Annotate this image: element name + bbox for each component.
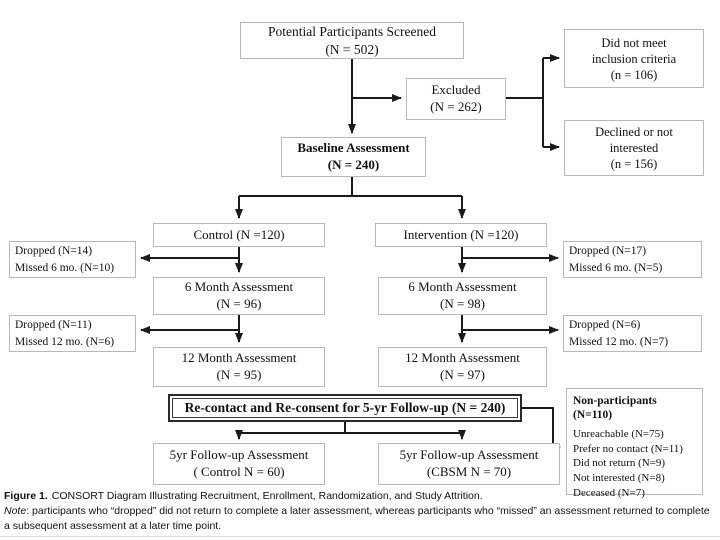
nonparticipants-item: Prefer no contact (N=11)	[573, 442, 683, 455]
box-baseline-assessment	[281, 137, 426, 177]
box-line: (N = 98)	[440, 296, 485, 311]
box-line: (N = 95)	[216, 367, 262, 382]
box-line: Dropped (N=17)	[569, 245, 647, 258]
box-line: interested	[609, 141, 659, 155]
box-line: 12 Month Assessment	[181, 350, 297, 366]
nonparticipants-heading	[573, 394, 657, 423]
box-control-arm	[153, 223, 325, 247]
box-intervention-arm	[375, 223, 547, 247]
box-line: Dropped (N=14)	[15, 245, 93, 258]
box-line: Re-contact and Re-consent for 5-yr Follow-up (N = 240)	[184, 400, 506, 416]
box-line: Dropped (N=6)	[569, 319, 641, 332]
caption-title-line	[4, 489, 716, 504]
bottom-divider	[0, 536, 720, 537]
box-line: 5yr Follow-up Assessment	[399, 447, 539, 463]
box-6-month-assessment-intervention	[378, 277, 547, 315]
box-dropped-intervention-12mo	[563, 315, 702, 352]
box-line: (N = 96)	[216, 296, 262, 311]
nonparticipants-item: Unreachable (N=75)	[573, 427, 664, 440]
box-line: 6 Month Assessment	[184, 279, 294, 295]
box-declined-not-interested	[564, 120, 704, 176]
note-text: : participants who “dropped” did not return to complete a later assessment, whereas participants who “missed” an assessment returned to complete a subsequent assessment at a later time point.	[4, 505, 710, 533]
box-5yr-followup-control	[153, 443, 325, 485]
nonparticipants-item: Not interested (N=8)	[573, 472, 665, 485]
caption-note-line	[4, 504, 716, 534]
box-line: Missed 12 mo. (N=6)	[15, 335, 115, 348]
box-line: 6 Month Assessment	[408, 279, 517, 295]
figure-title-text: CONSORT Diagram Illustrating Recruitment, Enrollment, Randomization, and Study Attrition.	[51, 490, 483, 502]
box-line: (N=110)	[573, 409, 613, 422]
box-line: Missed 12 mo. (N=7)	[569, 335, 669, 348]
box-nonparticipants	[566, 388, 703, 500]
box-line: Missed 6 mo. (N=10)	[15, 261, 115, 274]
connector-recontact-to-nonparticipants	[522, 408, 560, 447]
box-6-month-assessment-control	[153, 277, 325, 315]
box-dropped-control-6mo	[9, 241, 136, 278]
box-line: 5yr Follow-up Assessment	[169, 447, 309, 463]
box-dropped-control-12mo	[9, 315, 136, 352]
box-line: (N = 97)	[440, 367, 485, 382]
box-line: (N = 262)	[430, 99, 482, 114]
box-line: 12 Month Assessment	[405, 350, 520, 366]
box-line: (CBSM N = 70)	[426, 464, 512, 479]
box-line: Control (N =120)	[193, 226, 285, 242]
nonparticipants-item: Did not return (N=9)	[573, 457, 666, 470]
box-line: Baseline Assessment	[297, 140, 410, 156]
box-line: (N = 502)	[325, 41, 379, 57]
box-did-not-meet-criteria	[564, 29, 704, 88]
box-line: Missed 6 mo. (N=5)	[569, 261, 663, 274]
box-12-month-assessment-control	[153, 347, 325, 387]
nonparticipants-item: Deceased (N=7)	[573, 487, 645, 500]
box-line: Did not meet	[601, 35, 667, 50]
box-line: ( Control N = 60)	[193, 464, 285, 479]
note-label: Note	[4, 505, 27, 518]
box-line: Non-participants	[573, 395, 657, 407]
box-dropped-intervention-6mo	[563, 241, 702, 278]
box-participants-screened	[240, 22, 464, 59]
box-12-month-assessment-intervention	[378, 347, 547, 387]
box-recontact-reconsent	[172, 398, 518, 418]
box-line: (N = 240)	[327, 157, 380, 172]
box-line: Dropped (N=11)	[15, 319, 92, 332]
box-line: (n = 106)	[610, 67, 658, 82]
box-line: Declined or not	[595, 125, 673, 139]
box-line: Intervention (N =120)	[403, 226, 519, 242]
box-line: inclusion criteria	[591, 51, 677, 66]
box-excluded	[406, 78, 506, 120]
box-5yr-followup-cbsm	[378, 443, 560, 485]
box-line: Excluded	[431, 82, 481, 98]
figure-caption	[4, 489, 716, 535]
figure-number-label: Figure 1.	[4, 490, 48, 502]
box-line: Potential Participants Screened	[268, 24, 436, 40]
box-line: (n = 156)	[610, 157, 658, 171]
